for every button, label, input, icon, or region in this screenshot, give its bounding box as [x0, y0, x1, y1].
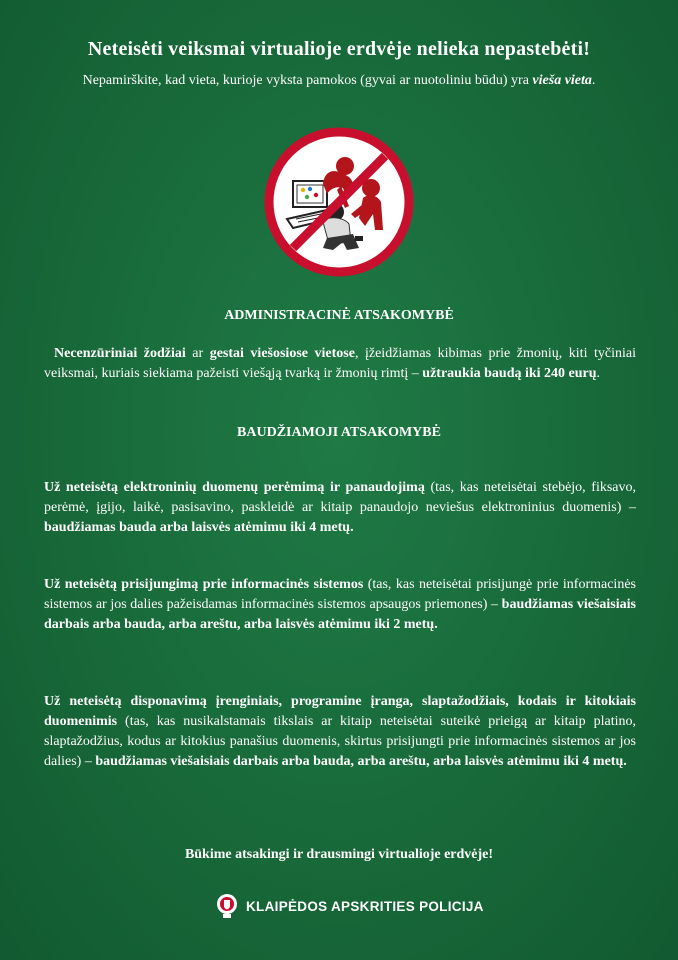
admin-text-3: . [596, 366, 601, 381]
subtitle [0, 73, 678, 89]
admin-heading: ADMINISTRACINĖ ATSAKOMYBĖ [224, 308, 454, 323]
p1-penalty: baudžiamas bauda arba laisvės atėmimu iki 4 metų. [44, 520, 354, 535]
p2-penalty: baudžiamas viešaisiais darbais arba bauda, arba areštu, arba laisvės atėmimu iki 2 metų. [44, 597, 636, 632]
p1-text: (tas, kas neteisėtai stebėjo, fiksavo, perėmė, įgijo, laikė, pasisavino, paskleidė ar kitaip panaudojo neviešus elektroninius duomenis) – [44, 480, 636, 515]
admin-fine: užtraukia baudą iki 240 eurų [422, 366, 597, 381]
subtitle-prefix: Nepamirškite, kad vieta, kurioje vyksta pamokos (gyvai ar nuotoliniu būdu) yra [82, 73, 529, 88]
subtitle-suffix: . [591, 73, 596, 88]
subtitle-emphasis: vieša vieta [532, 73, 592, 88]
p3-bold: Už neteisėtą disponavimą įrenginiais, programine įranga, slaptažodžiais, kodais ir kitokiais duomenimis [44, 694, 636, 729]
admin-bold-1: Necenzūriniai žodžiai [54, 346, 186, 361]
criminal-paragraph-2 [44, 575, 636, 635]
p2-text: (tas, kas neteisėtai prisijungė prie informacinės sistemos ar jos dalies pažeisdamas informacinės sistemos apsaugos priemones) – [44, 577, 636, 612]
admin-paragraph [44, 344, 636, 384]
police-badge-icon [216, 893, 238, 919]
criminal-heading: BAUDŽIAMOJI ATSAKOMYBĖ [237, 425, 441, 440]
admin-text-2: , įžeidžiamas kibimas prie žmonių, kiti tyčiniai veiksmai, kuriais siekiama pažeisti viešąją tvarką ir žmonių rimtį – [44, 346, 636, 381]
prohibition-cyberbullying-icon [263, 126, 415, 278]
p1-bold: Už neteisėtą elektroninių duomenų perėmimą ir panaudojimą [44, 480, 425, 495]
closing-statement: Būkime atsakingi ir drausmingi virtualioje erdvėje! [184, 847, 494, 862]
admin-bold-2: gestai viešosiose vietose [209, 346, 355, 361]
page-title: Neteisėti veiksmai virtualioje erdvėje nelieka nepastebėti! [87, 38, 591, 60]
p3-penalty: baudžiamas viešaisiais darbais arba bauda, arba areštu, arba laisvės atėmimu iki 4 metų. [95, 754, 627, 769]
p2-bold: Už neteisėtą prisijungimą prie informacinės sistemos [44, 577, 364, 592]
police-logo [216, 892, 484, 920]
criminal-paragraph-3 [44, 692, 636, 772]
criminal-paragraph-1 [44, 478, 636, 538]
p3-text: (tas, kas nusikalstamais tikslais ar kitaip neteisėtai suteikė prieigą ar kitaip platino, slaptažodžius, kodus ar kitokius panašius duomenis, skirtus prisijungti prie informacinės sistemos ar jos dalies) – [44, 714, 636, 769]
organization-name: KLAIPĖDOS APSKRITIES POLICIJA [246, 898, 484, 914]
admin-text-1: ar [185, 346, 210, 361]
